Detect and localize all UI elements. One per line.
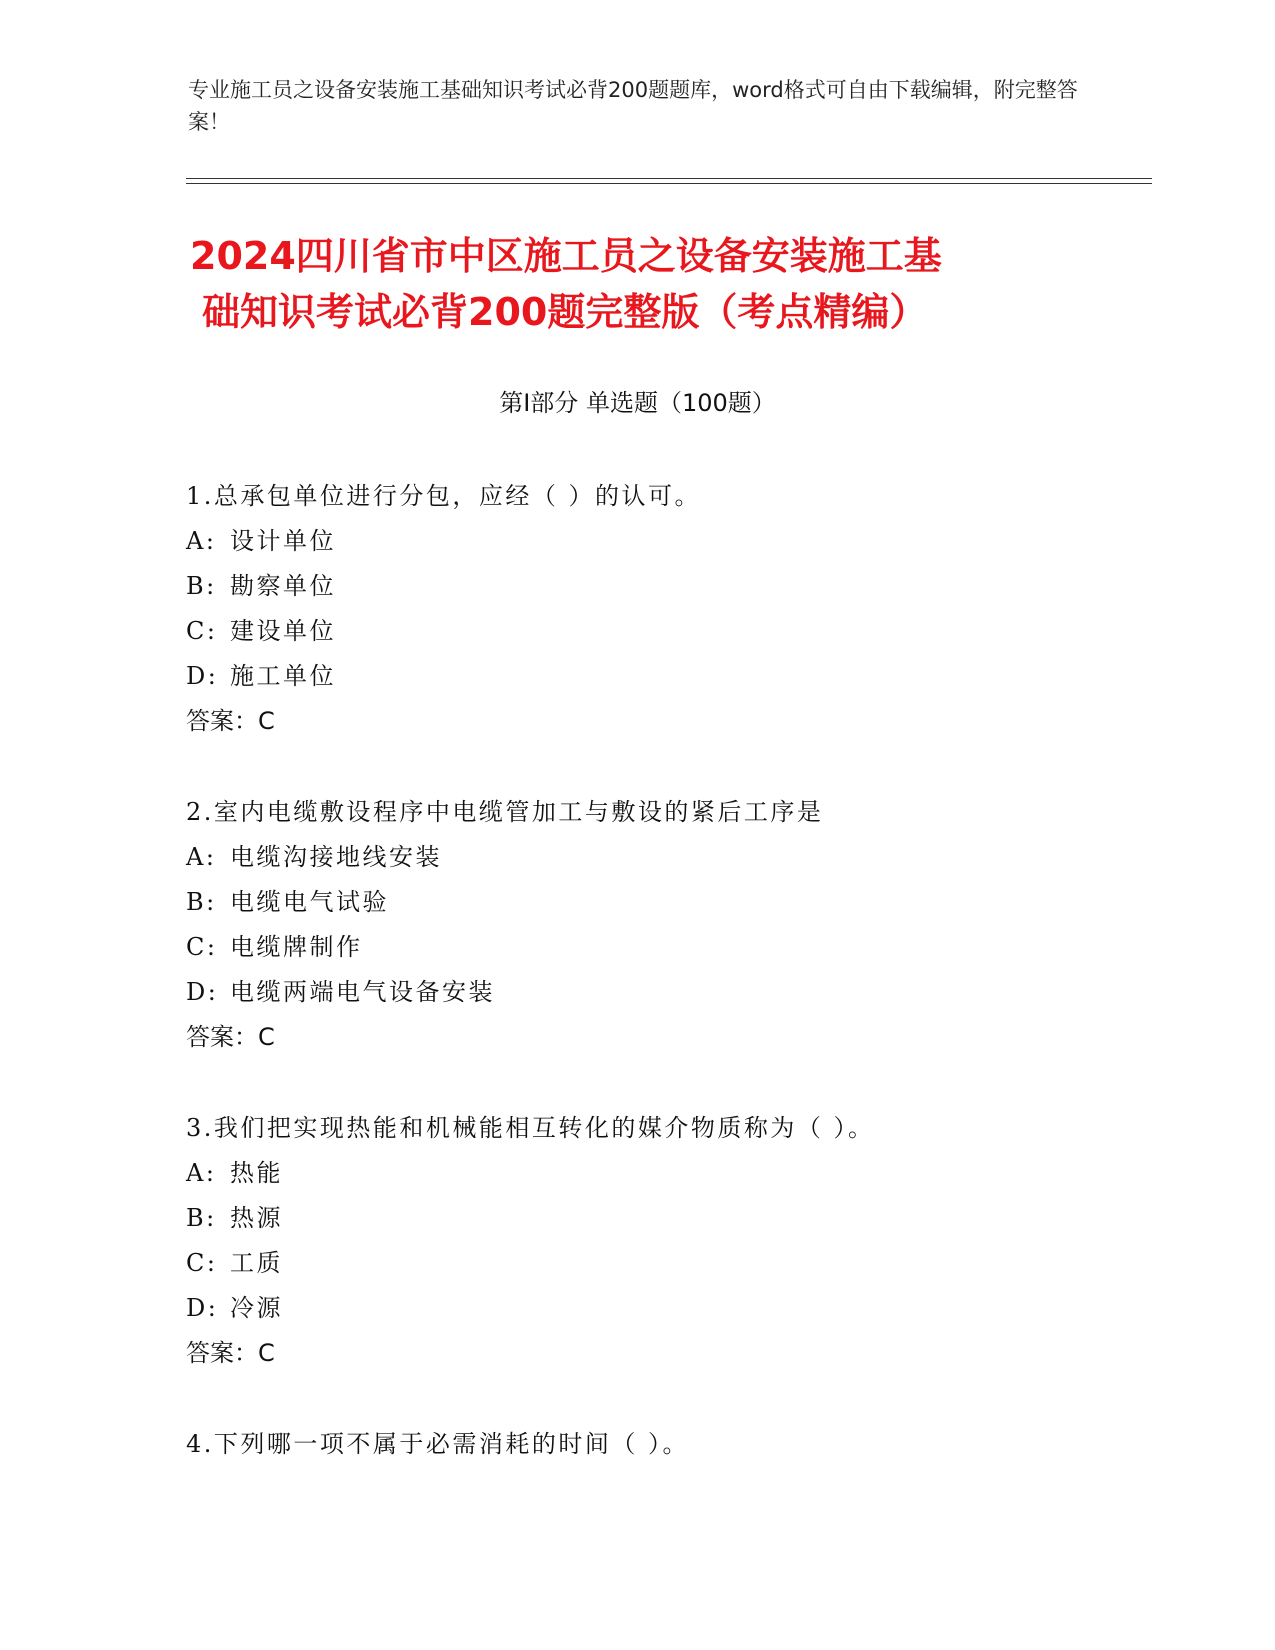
option-text: 热源 [230, 1204, 283, 1232]
option-text: 电缆电气试验 [230, 888, 389, 916]
answer-line: 答案：C [186, 707, 275, 735]
option-text: 施工单位 [230, 662, 336, 690]
header-note: 专业施工员之设备安装施工基础知识考试必背200题题库，word格式可自由下载编辑，附完整答案！ [188, 78, 1078, 134]
document-title-line-1: 2024四川省市中区施工员之设备安装施工基 [190, 234, 942, 278]
question-stem: 1.总承包单位进行分包，应经（ ）的认可。 [186, 482, 702, 510]
question-1 [186, 474, 1186, 744]
option-text: 电缆牌制作 [230, 933, 363, 961]
answer-line: 答案：C [186, 1339, 275, 1367]
option-d [186, 970, 1186, 1015]
option-letter: A: [186, 1159, 217, 1187]
option-d [186, 654, 1186, 699]
option-text: 工质 [230, 1249, 283, 1277]
option-letter: B: [186, 572, 217, 600]
option-a [186, 835, 1186, 880]
option-a [186, 519, 1186, 564]
option-text: 勘察单位 [230, 572, 336, 600]
option-a [186, 1151, 1186, 1196]
option-d [186, 1286, 1186, 1331]
question-4 [186, 1422, 1186, 1467]
option-letter: B: [186, 1204, 217, 1232]
question-3 [186, 1106, 1186, 1376]
header-divider-bottom [186, 183, 1152, 184]
question-stem: 3.我们把实现热能和机械能相互转化的媒介物质称为（ ）。 [186, 1114, 875, 1142]
header-divider-top [186, 178, 1152, 179]
option-text: 冷源 [230, 1294, 283, 1322]
option-text: 设计单位 [230, 527, 336, 555]
option-b [186, 880, 1186, 925]
option-text: 建设单位 [230, 617, 336, 645]
option-letter: D: [186, 662, 219, 690]
option-letter: C: [186, 617, 218, 645]
option-b [186, 564, 1186, 609]
option-text: 热能 [230, 1159, 283, 1187]
option-text: 电缆沟接地线安装 [230, 843, 442, 871]
option-b [186, 1196, 1186, 1241]
question-stem: 2.室内电缆敷设程序中电缆管加工与敷设的紧后工序是 [186, 798, 824, 826]
option-letter: D: [186, 978, 219, 1006]
option-letter: D: [186, 1294, 219, 1322]
document-title-line-2: 础知识考试必背200题完整版（考点精编） [202, 290, 928, 334]
option-text: 电缆两端电气设备安装 [230, 978, 495, 1006]
option-letter: A: [186, 843, 217, 871]
option-letter: C: [186, 1249, 218, 1277]
option-c [186, 1241, 1186, 1286]
answer-line: 答案：C [186, 1023, 275, 1051]
question-2 [186, 790, 1186, 1060]
option-letter: A: [186, 527, 217, 555]
document-title [190, 228, 1090, 340]
question-stem: 4.下列哪一项不属于必需消耗的时间（ ）。 [186, 1430, 690, 1458]
option-letter: C: [186, 933, 218, 961]
option-c [186, 609, 1186, 654]
section-title: 第Ⅰ部分 单选题（100题） [499, 389, 776, 417]
option-letter: B: [186, 888, 217, 916]
option-c [186, 925, 1186, 970]
